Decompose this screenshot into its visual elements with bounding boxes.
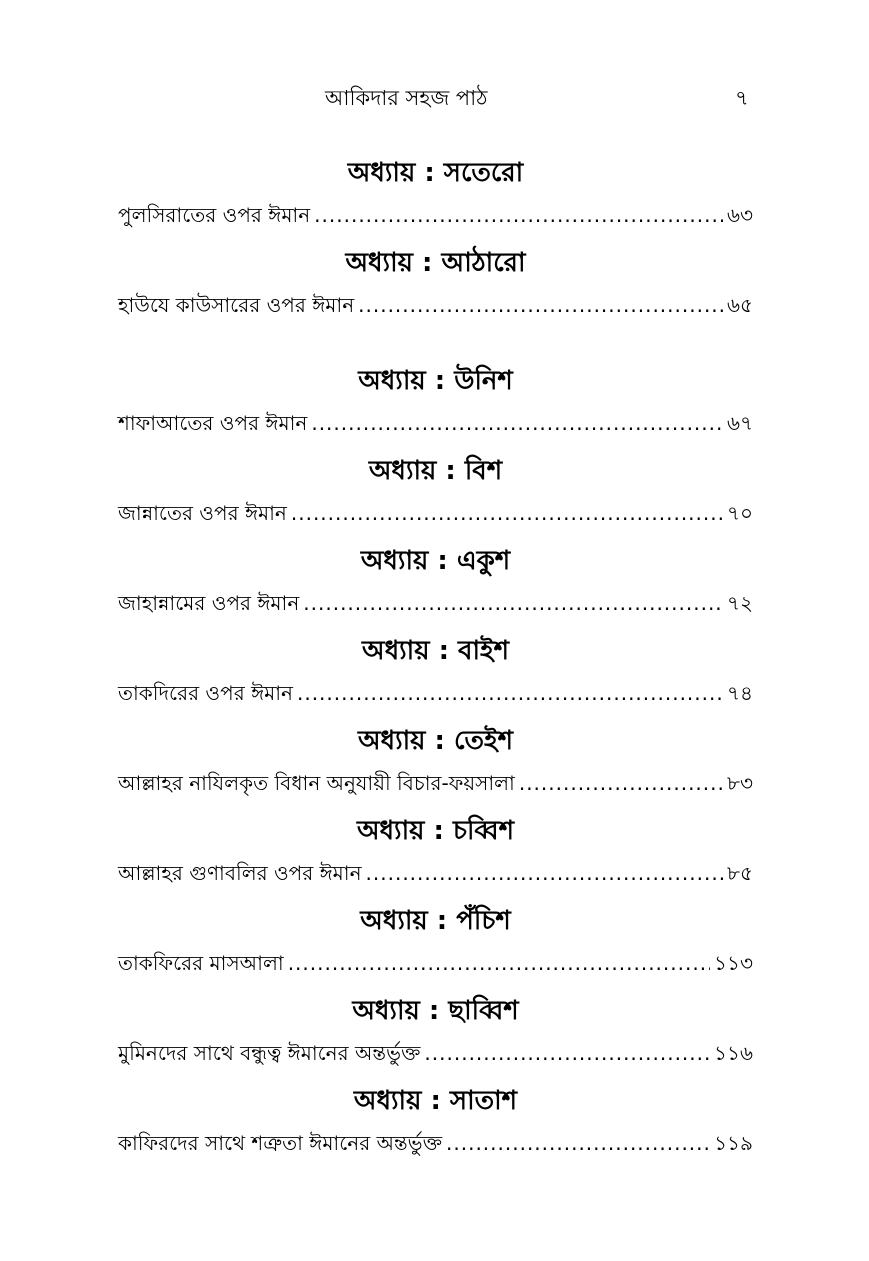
entry-title: তাকফিরের মাসআলা <box>118 951 284 975</box>
entry-page-number: ৬৫ <box>727 293 753 317</box>
entry-title: জান্নাতের ওপর ঈমান <box>118 501 287 525</box>
chapter-21 <box>118 543 753 633</box>
entry-page-number: ৭০ <box>726 501 753 525</box>
running-head <box>0 78 869 118</box>
chapter-25 <box>118 903 753 993</box>
toc-entry[interactable] <box>118 853 753 903</box>
chapter-heading: অধ্যায় : তেইশ <box>358 726 513 756</box>
dot-leader <box>446 1129 710 1157</box>
entry-page-number: ১১৩ <box>714 951 753 975</box>
chapter-heading: অধ্যায় : বিশ <box>368 456 503 486</box>
entry-page-number: ৮৩ <box>727 771 753 795</box>
dot-leader <box>291 499 723 527</box>
entry-title: আল্লাহর নাযিলকৃত বিধান অনুযায়ী বিচার-ফয়সালা <box>118 771 515 795</box>
toc-entry[interactable] <box>118 195 753 245</box>
entry-title: তাকদিরের ওপর ঈমান <box>118 681 293 705</box>
chapter-27 <box>118 1083 753 1173</box>
toc-entry[interactable] <box>118 943 753 993</box>
dot-leader <box>303 589 723 617</box>
entry-page-number: ৮৫ <box>727 861 753 885</box>
toc-entry[interactable] <box>118 493 753 543</box>
entry-page-number: ৬৭ <box>726 411 753 435</box>
page-number: ৭ <box>735 86 749 110</box>
chapter-22 <box>118 633 753 723</box>
toc-entry[interactable] <box>118 583 753 633</box>
chapter-17 <box>118 155 753 245</box>
chapter-heading: অধ্যায় : উনিশ <box>358 366 513 396</box>
chapter-heading: অধ্যায় : একুশ <box>360 546 511 576</box>
entry-page-number: ১১৯ <box>714 1131 753 1155</box>
dot-leader <box>358 291 723 319</box>
chapter-23 <box>118 723 753 813</box>
chapter-18 <box>118 245 753 335</box>
chapter-heading: অধ্যায় : বাইশ <box>362 636 509 666</box>
chapter-heading: অধ্যায় : পঁচিশ <box>360 906 511 936</box>
chapter-heading: অধ্যায় : আঠারো <box>345 248 526 278</box>
table-of-contents <box>118 155 753 1173</box>
entry-title: কাফিরদের সাথে শত্রুতা ঈমানের অন্তর্ভুক্ত <box>118 1131 443 1155</box>
toc-entry[interactable] <box>118 1033 753 1083</box>
entry-title: পুলসিরাতের ওপর ঈমান <box>118 203 311 227</box>
toc-entry[interactable] <box>118 1123 753 1173</box>
dot-leader <box>519 769 723 797</box>
chapter-20 <box>118 453 753 543</box>
book-title: আকিদার সহজ পাঠ <box>325 86 488 110</box>
dot-leader <box>424 1039 710 1067</box>
entry-title: জাহান্নামের ওপর ঈমান <box>118 591 300 615</box>
chapter-heading: অধ্যায় : সাতাশ <box>353 1086 518 1116</box>
dot-leader <box>288 949 710 977</box>
entry-page-number: ৭২ <box>726 591 753 615</box>
entry-page-number: ৭৪ <box>727 681 753 705</box>
entry-title: আল্লাহর গুণাবলির ওপর ঈমান <box>118 861 362 885</box>
chapter-26 <box>118 993 753 1083</box>
chapter-heading: অধ্যায় : সতেরো <box>347 158 524 188</box>
chapter-heading: অধ্যায় : চব্বিশ <box>356 816 515 846</box>
entry-page-number: ১১৬ <box>714 1041 753 1065</box>
toc-entry[interactable] <box>118 403 753 453</box>
dot-leader <box>311 409 723 437</box>
dot-leader <box>314 201 723 229</box>
dot-leader <box>366 859 724 887</box>
chapter-24 <box>118 813 753 903</box>
entry-page-number: ৬৩ <box>726 203 753 227</box>
toc-entry[interactable] <box>118 763 753 813</box>
dot-leader <box>297 679 723 707</box>
toc-entry[interactable] <box>118 673 753 723</box>
entry-title: হাউযে কাউসারের ওপর ঈমান <box>118 293 355 317</box>
entry-title: শাফাআতের ওপর ঈমান <box>118 411 308 435</box>
entry-title: মুমিনদের সাথে বন্ধুত্ব ঈমানের অন্তর্ভুক্ত <box>118 1041 421 1065</box>
toc-entry[interactable] <box>118 285 753 335</box>
chapter-heading: অধ্যায় : ছাব্বিশ <box>352 996 519 1026</box>
chapter-19 <box>118 363 753 453</box>
